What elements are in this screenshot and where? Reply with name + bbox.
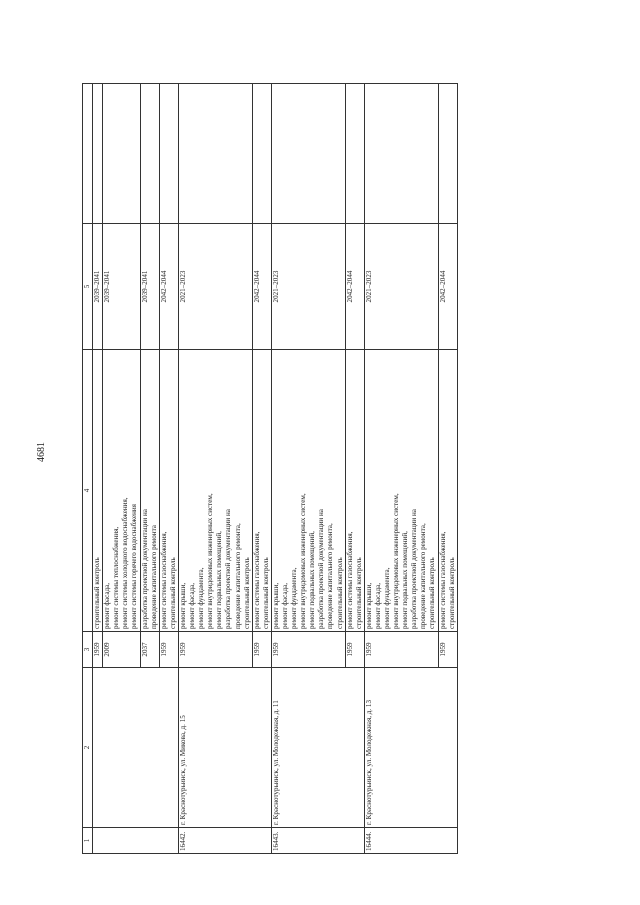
- work-line: строительный контроль: [93, 557, 102, 629]
- work-line: строительный контроль: [242, 557, 251, 629]
- work-period: 2039–2041: [140, 224, 159, 350]
- work-period: 2021–2023: [364, 224, 438, 350]
- work-line: ремонт подвальных помещений,: [401, 531, 410, 629]
- work-year: 1959: [438, 632, 457, 668]
- work-line: ремонт фундамента,: [197, 567, 206, 629]
- work-line: проведение капитального ремонта,: [419, 523, 428, 629]
- work-line: ремонт фасада,: [373, 582, 382, 629]
- empty-cell: [103, 84, 140, 224]
- work-line: ремонт крыши,: [178, 582, 187, 629]
- work-line: строительный контроль: [447, 557, 456, 629]
- empty-cell: [93, 84, 103, 224]
- record-address: г. Краснотурьинск, ул. Молодежная, д. 11: [271, 668, 364, 828]
- work-line: ремонт фасада,: [103, 582, 112, 629]
- work-year: 1959: [345, 632, 364, 668]
- work-line: ремонт внутридомовых инженерных систем,: [206, 493, 215, 629]
- work-line: ремонт внутридомовых инженерных систем,: [299, 493, 308, 629]
- table-row: [178, 84, 252, 854]
- work-year: 2037: [140, 632, 159, 668]
- header-col-4: 4: [83, 350, 93, 632]
- work-line: ремонт фасада,: [188, 582, 197, 629]
- record-number: 16444.: [364, 828, 457, 854]
- work-line: разработка проектной документации на: [410, 509, 419, 629]
- work-year: 1959: [271, 632, 345, 668]
- work-period: 2042–2044: [345, 224, 364, 350]
- empty-cell: [159, 84, 178, 224]
- work-line: проведение капитального ремонта,: [326, 523, 335, 629]
- record-number: 16442.: [178, 828, 271, 854]
- work-line: строительный контроль: [354, 557, 363, 629]
- rotated-page: [82, 84, 580, 854]
- work-period: 2021–2023: [271, 224, 345, 350]
- work-line: проведение капитального ремонта: [149, 525, 158, 629]
- record-address: г. Краснотурьинск, ул. Молодежная, д. 13: [364, 668, 457, 828]
- page-number: 4681: [36, 442, 47, 462]
- work-line: ремонт системы горячего водоснабжения: [130, 504, 139, 629]
- work-description: [140, 350, 159, 632]
- work-year: 1959: [252, 632, 271, 668]
- work-description: [103, 350, 140, 632]
- work-line: разработка проектной документации на: [224, 509, 233, 629]
- work-line: строительный контроль: [428, 557, 437, 629]
- work-description: [345, 350, 364, 632]
- table-row: [271, 84, 345, 854]
- work-line: проведение капитального ремонта,: [233, 523, 242, 629]
- work-period: 2042–2044: [159, 224, 178, 350]
- empty-cell: [364, 84, 438, 224]
- work-line: ремонт крыши,: [364, 582, 373, 629]
- empty-cell: [345, 84, 364, 224]
- work-line: ремонт фундамента,: [383, 567, 391, 629]
- work-period: 2039–2041: [103, 224, 140, 350]
- work-year: 1959: [364, 632, 438, 668]
- empty-cell: [140, 84, 159, 224]
- work-line: ремонт внутридомовых инженерных систем,: [392, 493, 401, 629]
- work-line: ремонт системы холодного водоснабжения,: [121, 497, 130, 629]
- work-description: [159, 350, 178, 632]
- work-line: ремонт подвальных помещений,: [215, 531, 224, 629]
- record-number: [93, 828, 179, 854]
- work-line: ремонт системы газоснабжения,: [438, 531, 447, 629]
- work-description: [93, 350, 103, 632]
- work-description: [438, 350, 457, 632]
- work-line: разработка проектной документации на: [317, 509, 326, 629]
- work-year: 1959: [178, 632, 252, 668]
- header-col-1: 1: [83, 828, 93, 854]
- empty-cell: [252, 84, 271, 224]
- header-col-6: [83, 84, 93, 224]
- header-row: [83, 84, 93, 854]
- repair-schedule-table: [82, 83, 458, 854]
- work-year: 1959: [93, 632, 103, 668]
- work-line: ремонт системы газоснабжения,: [345, 531, 354, 629]
- work-period: 2042–2044: [252, 224, 271, 350]
- work-year: 1959: [159, 632, 178, 668]
- work-line: ремонт крыши,: [271, 582, 280, 629]
- work-line: строительный контроль: [261, 557, 270, 629]
- empty-cell: [271, 84, 345, 224]
- work-description: [271, 350, 345, 632]
- work-description: [178, 350, 252, 632]
- work-line: строительный контроль: [168, 557, 177, 629]
- work-description: [252, 350, 271, 632]
- work-period: 2039–2041: [93, 224, 103, 350]
- work-line: строительный контроль: [335, 557, 344, 629]
- record-address: [93, 668, 179, 828]
- work-description: [364, 350, 438, 632]
- work-line: ремонт фундамента,: [290, 567, 299, 629]
- record-address: г. Краснотурьинск, ул. Микова, д. 15: [178, 668, 271, 828]
- table-row: [364, 84, 438, 854]
- work-period: 2042–2044: [438, 224, 457, 350]
- work-period: 2021–2023: [178, 224, 252, 350]
- header-col-5: 5: [83, 224, 93, 350]
- work-line: ремонт системы газоснабжения,: [252, 531, 261, 629]
- record-number: 16443.: [271, 828, 364, 854]
- table-body: [93, 84, 458, 854]
- header-col-3: 3: [83, 632, 93, 668]
- empty-cell: [438, 84, 457, 224]
- work-line: ремонт системы теплоснабжения,: [112, 526, 121, 629]
- table-row: [93, 84, 103, 854]
- work-year: 2009: [103, 632, 140, 668]
- work-line: ремонт фасада,: [280, 582, 289, 629]
- empty-cell: [178, 84, 252, 224]
- work-line: разработка проектной документации на: [140, 509, 149, 629]
- work-line: ремонт системы газоснабжения,: [159, 531, 168, 629]
- work-line: ремонт подвальных помещений,: [308, 531, 317, 629]
- header-col-2: 2: [83, 668, 93, 828]
